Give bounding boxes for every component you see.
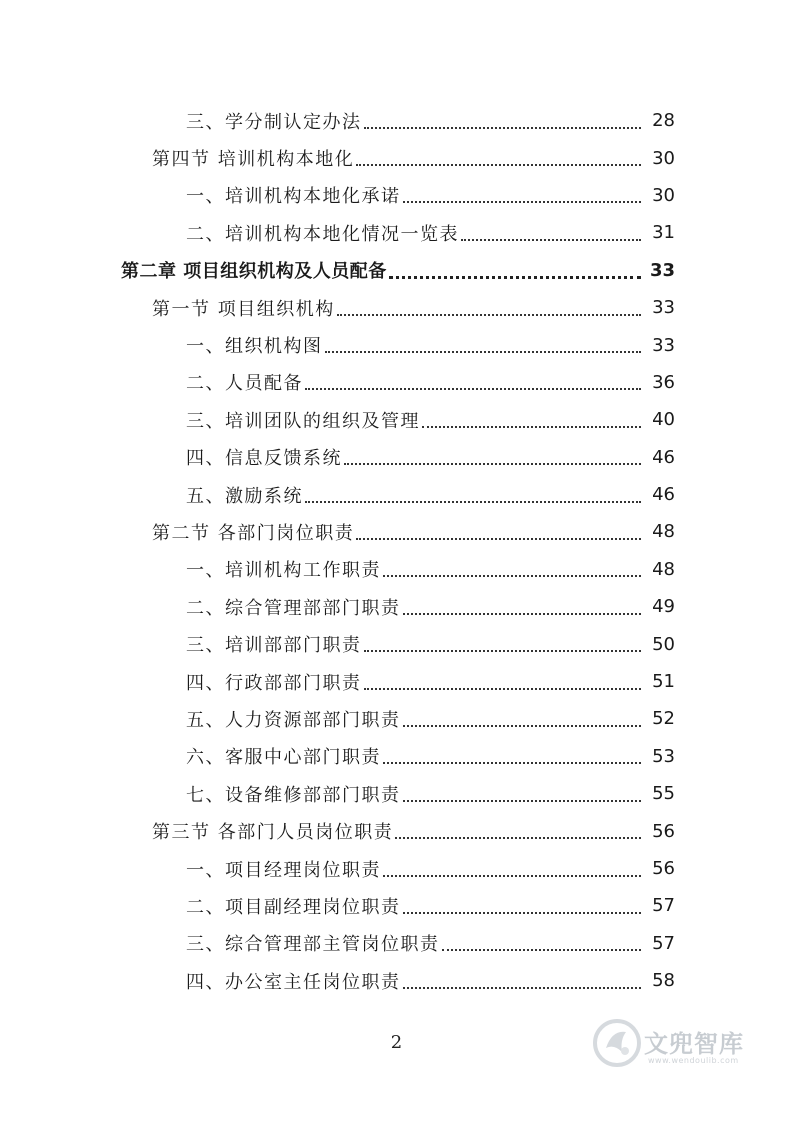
toc-entry-page: 48 <box>652 521 675 543</box>
toc-dot-leader <box>395 819 641 839</box>
toc-entry-title: 三、培训团队的组织及管理 <box>186 410 420 432</box>
toc-dot-leader <box>364 670 642 690</box>
toc-entry-page: 33 <box>652 297 675 319</box>
toc-dot-leader <box>305 483 641 503</box>
toc-entry[interactable] <box>0 252 793 289</box>
toc-dot-leader <box>344 445 641 465</box>
toc-entry-title: 一、培训机构本地化承诺 <box>186 186 401 208</box>
toc-entry[interactable] <box>0 289 793 326</box>
toc-entry[interactable] <box>0 102 793 139</box>
toc-entry[interactable] <box>0 850 793 887</box>
toc-entry-title: 第三节 各部门人员岗位职责 <box>152 822 394 844</box>
toc-dot-leader <box>403 707 642 727</box>
toc-entry[interactable] <box>0 364 793 401</box>
toc-entry-title: 四、行政部部门职责 <box>186 672 362 694</box>
toc-dot-leader <box>403 969 642 989</box>
toc-entry-title: 二、综合管理部部门职责 <box>186 597 401 619</box>
toc-entry-page: 50 <box>652 633 675 655</box>
toc-entry-page: 57 <box>652 895 675 917</box>
toc-entry-title: 四、信息反馈系统 <box>186 448 342 470</box>
toc-entry-page: 31 <box>652 222 675 244</box>
toc-entry[interactable] <box>0 513 793 550</box>
toc-entry-title: 三、学分制认定办法 <box>186 111 362 133</box>
toc-dot-leader <box>356 146 641 166</box>
toc-entry-page: 46 <box>652 484 675 506</box>
toc-dot-leader <box>383 744 641 764</box>
toc-entry[interactable] <box>0 326 793 363</box>
toc-entry-title: 第二章 项目组织机构及人员配备 <box>121 261 387 283</box>
toc-dot-leader <box>305 370 641 390</box>
toc-entry-title: 一、培训机构工作职责 <box>186 560 381 582</box>
toc-entry[interactable] <box>0 663 793 700</box>
toc-entry-title: 一、项目经理岗位职责 <box>186 859 381 881</box>
toc-entry-title: 六、客服中心部门职责 <box>186 747 381 769</box>
toc-dot-leader <box>422 408 641 428</box>
toc-entry-page: 49 <box>652 596 675 618</box>
toc-entry-title: 七、设备维修部部门职责 <box>186 784 401 806</box>
table-of-contents <box>0 102 793 999</box>
toc-entry-page: 30 <box>652 184 675 206</box>
toc-entry-page: 40 <box>652 409 675 431</box>
toc-entry-title: 一、组织机构图 <box>186 336 323 358</box>
toc-dot-leader <box>383 557 641 577</box>
toc-entry-title: 四、办公室主任岗位职责 <box>186 971 401 993</box>
toc-entry-title: 二、项目副经理岗位职责 <box>186 896 401 918</box>
toc-entry-title: 第二节 各部门岗位职责 <box>152 522 355 544</box>
toc-entry-page: 51 <box>652 671 675 693</box>
toc-entry-title: 第四节 培训机构本地化 <box>152 149 355 171</box>
toc-entry-page: 28 <box>652 110 675 132</box>
toc-entry-title: 五、激励系统 <box>186 485 303 507</box>
toc-entry-title: 二、培训机构本地化情况一览表 <box>186 223 459 245</box>
toc-entry-page: 48 <box>652 558 675 580</box>
toc-entry[interactable] <box>0 887 793 924</box>
toc-dot-leader <box>364 109 642 129</box>
page-number: 2 <box>390 1032 403 1053</box>
toc-entry-page: 33 <box>652 334 675 356</box>
toc-entry-page: 52 <box>652 708 675 730</box>
toc-entry[interactable] <box>0 439 793 476</box>
toc-dot-leader <box>461 221 641 241</box>
toc-entry[interactable] <box>0 588 793 625</box>
toc-entry[interactable] <box>0 551 793 588</box>
toc-dot-leader <box>403 894 642 914</box>
toc-dot-leader <box>389 258 641 279</box>
watermark <box>592 1018 772 1078</box>
toc-entry[interactable] <box>0 139 793 176</box>
toc-entry-page: 30 <box>652 147 675 169</box>
watermark-title: 文兜智库 <box>644 1030 744 1058</box>
toc-entry[interactable] <box>0 962 793 999</box>
toc-entry-title: 五、人力资源部部门职责 <box>186 709 401 731</box>
toc-entry[interactable] <box>0 476 793 513</box>
toc-entry-page: 36 <box>652 371 675 393</box>
toc-entry-page: 56 <box>652 858 675 879</box>
toc-entry[interactable] <box>0 775 793 812</box>
toc-entry-page: 53 <box>652 745 675 767</box>
toc-entry[interactable] <box>0 177 793 214</box>
toc-entry-page: 56 <box>652 820 675 842</box>
toc-dot-leader <box>403 782 642 802</box>
toc-entry[interactable] <box>0 925 793 962</box>
toc-entry[interactable] <box>0 625 793 662</box>
toc-entry-page: 46 <box>652 446 675 468</box>
toc-entry-page: 55 <box>652 783 675 805</box>
toc-entry-page: 57 <box>652 932 675 954</box>
toc-entry-title: 二、人员配备 <box>186 373 303 395</box>
toc-entry[interactable] <box>0 738 793 775</box>
toc-dot-leader <box>403 183 642 203</box>
toc-entry-page: 33 <box>649 259 675 281</box>
toc-dot-leader <box>356 520 641 540</box>
watermark-logo-icon <box>592 1018 642 1068</box>
toc-dot-leader <box>325 333 642 353</box>
toc-dot-leader <box>403 595 642 615</box>
toc-entry-page: 58 <box>652 970 675 992</box>
toc-entry-title: 三、培训部部门职责 <box>186 635 362 657</box>
toc-entry[interactable] <box>0 214 793 251</box>
toc-dot-leader <box>442 931 642 951</box>
toc-entry-title: 第一节 项目组织机构 <box>152 298 335 320</box>
toc-entry[interactable] <box>0 700 793 737</box>
toc-entry-title: 三、综合管理部主管岗位职责 <box>186 934 440 956</box>
toc-entry[interactable] <box>0 401 793 438</box>
toc-dot-leader <box>383 857 641 877</box>
toc-dot-leader <box>337 296 641 316</box>
toc-dot-leader <box>364 632 642 652</box>
toc-entry[interactable] <box>0 812 793 849</box>
watermark-url: www.wendoulib.com <box>648 1056 739 1065</box>
